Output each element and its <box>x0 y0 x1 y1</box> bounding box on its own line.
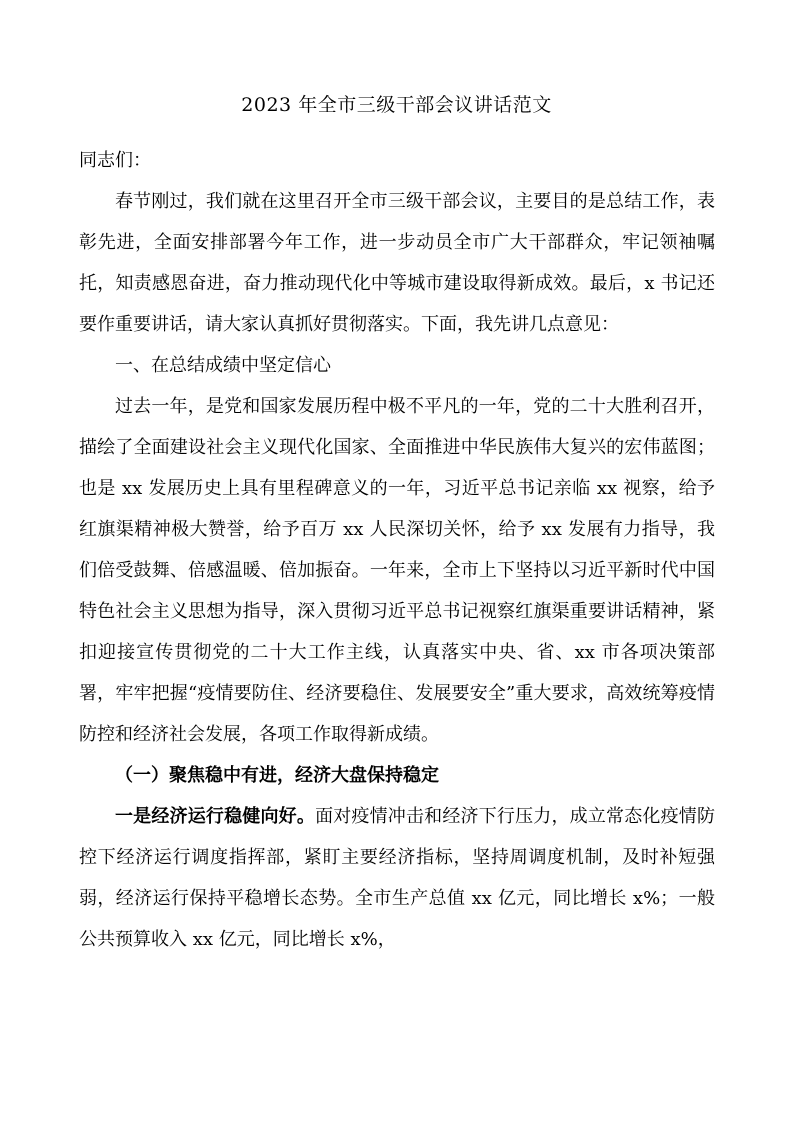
opening-paragraph: 春节刚过，我们就在这里召开全市三级干部会议，主要目的是总结工作，表彰先进，全面安排部署今年工作，进一步动员全市广大干部群众，牢记领袖嘱托，知责感恩奋进，奋力推动现代化中等城市建设取得新成效。最后，x 书记还要作重要讲话，请大家认真抓好贯彻落实。下面，我先讲几点意见： <box>79 191 715 335</box>
document-body <box>79 140 715 960</box>
section-heading: 一、在总结成绩中坚定信心 <box>115 355 331 376</box>
salutation: 同志们： <box>79 150 151 171</box>
subsection-heading: （一）聚焦稳中有进，经济大盘保持稳定 <box>115 765 439 786</box>
review-paragraph: 过去一年，是党和国家发展历程中极不平凡的一年，党的二十大胜利召开，描绘了全面建设社会主义现代化国家、全面推进中华民族伟大复兴的宏伟蓝图；也是 xx 发展历史上具有里程碑意义的一年，习近平总书记亲临 xx 视察，给予红旗渠精神极大赞誉，给予百万 xx 人民深切关怀，给予 xx 发展有力指导，我们倍受鼓舞、倍感温暖、倍加振奋。一年来，全市上下坚持以习近平新时代中国特色社会主义思想为指导，深入贯彻习近平总书记视察红旗渠重要讲话精神，紧扣迎接宣传贯彻党的二十大工作主线，认真落实中央、省、xx 市各项决策部署，牢牢把握“疫情要防住、经济要稳住、发展要安全”重大要求，高效统筹疫情防控和经济社会发展，各项工作取得新成绩。 <box>79 396 715 745</box>
document-title: 2023 年全市三级干部会议讲话范文 <box>241 94 552 116</box>
lead-paragraph-text: 面对疫情冲击和经济下行压力，成立常态化疫情防控下经济运行调度指挥部，紧盯主要经济指标，坚持周调度机制，及时补短强弱，经济运行保持平稳增长态势。全市生产总值 xx 亿元，同比增长 x%；一般公共预算收入 xx 亿元，同比增长 x%， <box>79 806 715 950</box>
lead-sentence: 一是经济运行稳健向好。 <box>115 806 316 827</box>
economy-paragraph <box>79 796 715 960</box>
